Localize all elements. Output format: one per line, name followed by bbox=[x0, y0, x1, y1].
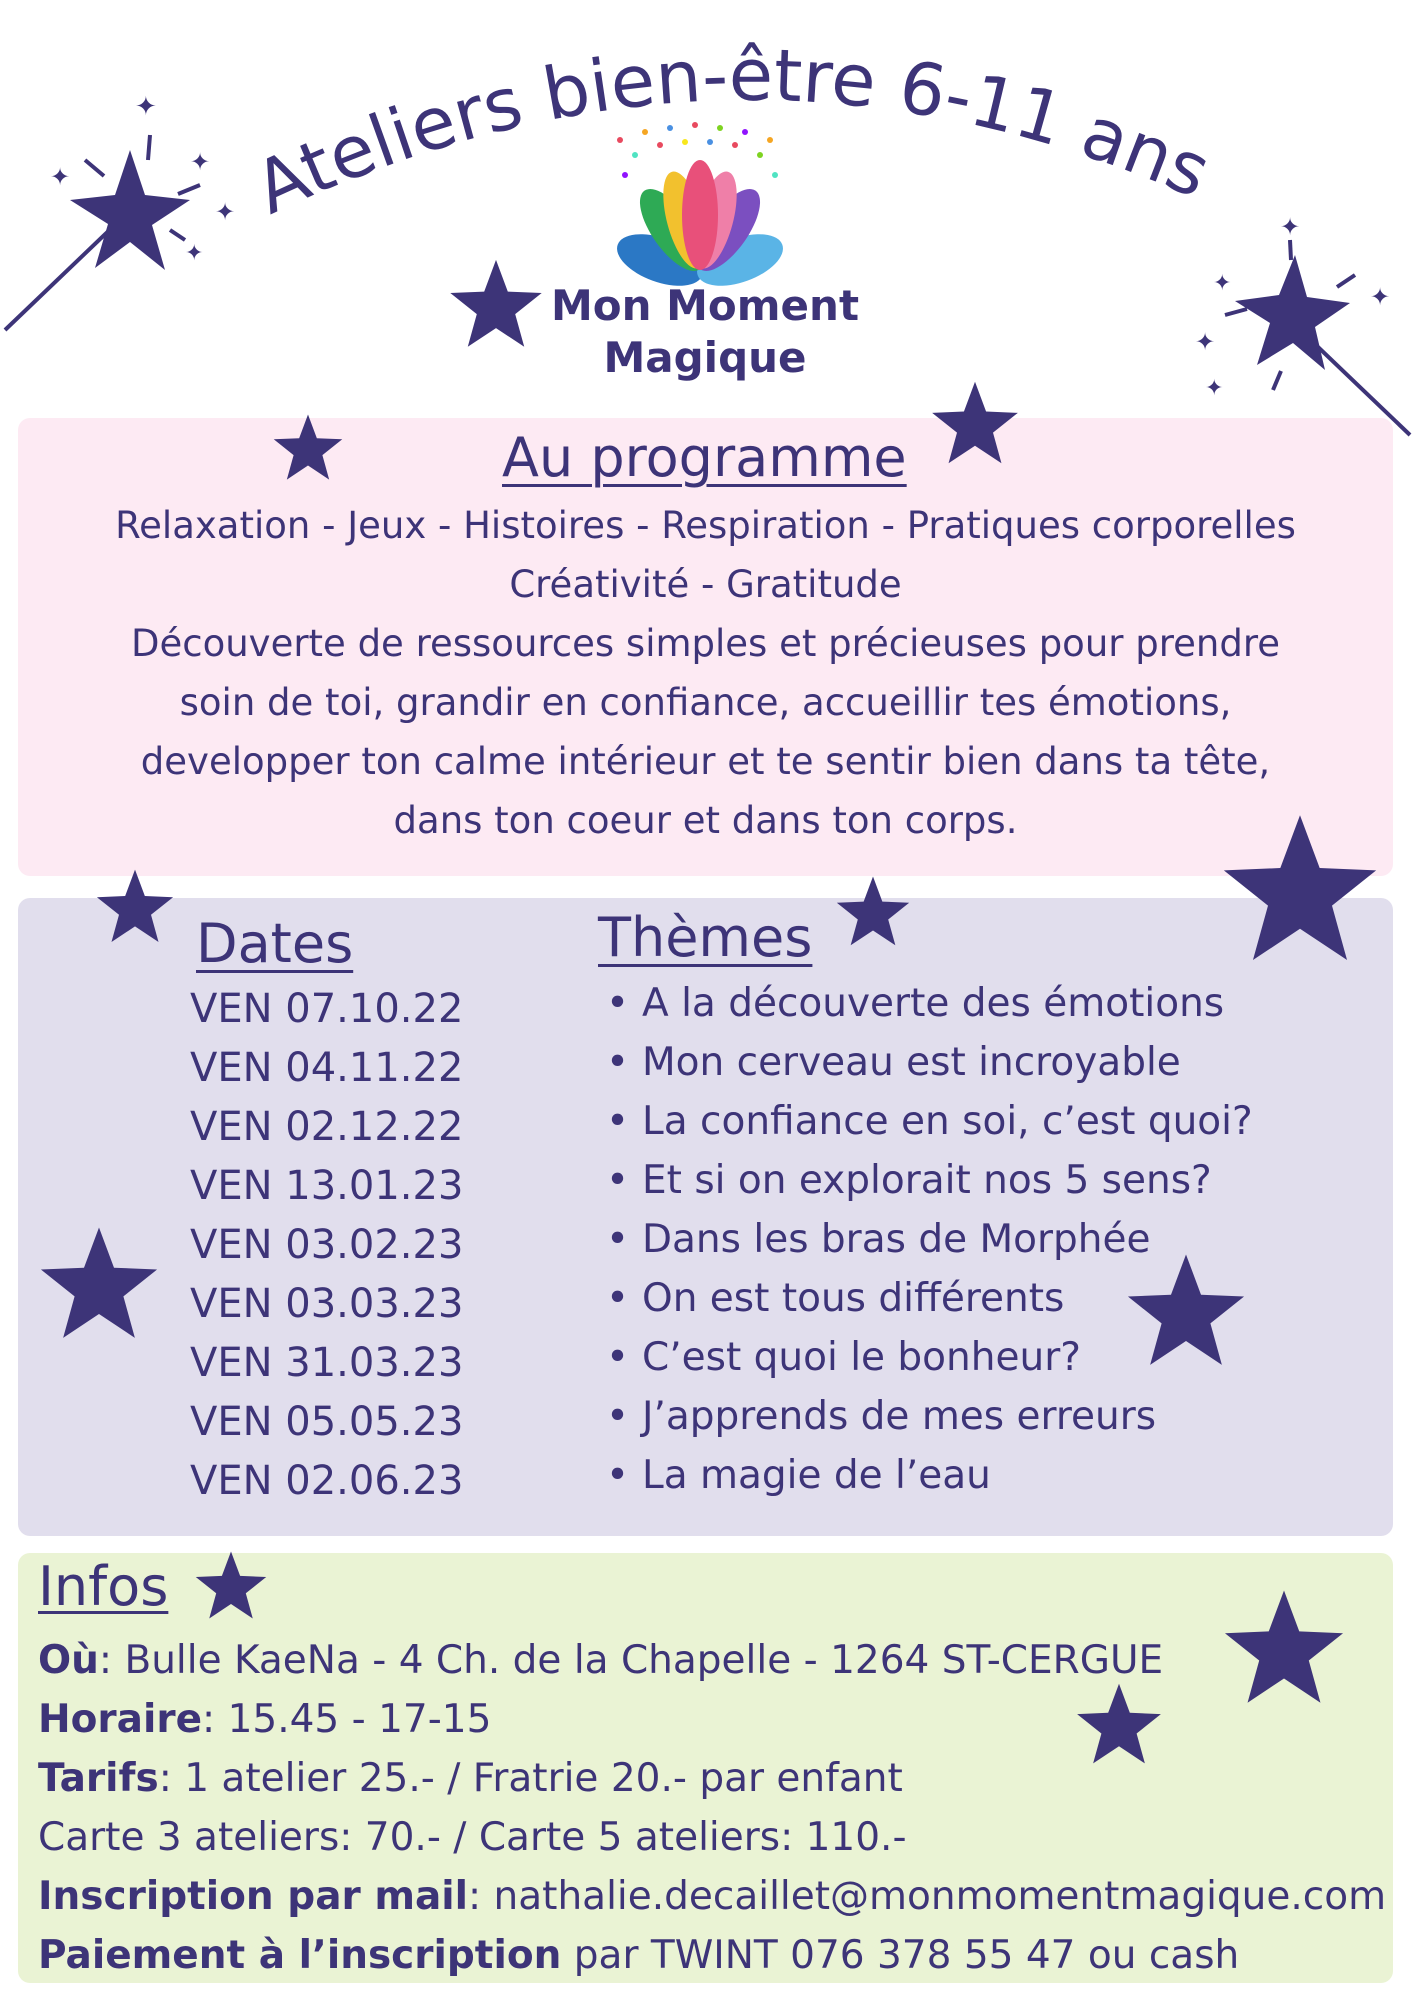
info-prices-value: : 1 atelier 25.- / Fratrie 20.- par enfant bbox=[158, 1756, 903, 1801]
bullet-icon: • bbox=[606, 1394, 630, 1439]
info-prices-label: Tarifs bbox=[38, 1756, 159, 1801]
theme-label: On est tous différents bbox=[642, 1276, 1065, 1321]
svg-text:✦: ✦ bbox=[190, 148, 211, 176]
info-registration-email[interactable]: : nathalie.decaillet@monmomentmagique.com bbox=[468, 1874, 1387, 1919]
star-icon bbox=[38, 1225, 160, 1347]
star-icon bbox=[835, 875, 911, 951]
dates-themes-section bbox=[18, 898, 1393, 1536]
star-icon bbox=[1222, 1588, 1346, 1712]
info-payment-value: par TWINT 076 378 55 47 ou cash bbox=[561, 1933, 1240, 1978]
info-location-label: Où bbox=[38, 1638, 99, 1683]
date-item: VEN 02.12.22 bbox=[190, 1104, 464, 1150]
info-payment-label: Paiement à l’inscription bbox=[38, 1933, 562, 1978]
magic-wand-icon bbox=[1175, 215, 1415, 445]
theme-item bbox=[606, 974, 1224, 1033]
star-icon bbox=[95, 868, 175, 948]
star-icon bbox=[272, 413, 344, 485]
theme-label: Mon cerveau est incroyable bbox=[642, 1040, 1181, 1085]
date-item: VEN 03.02.23 bbox=[190, 1222, 464, 1268]
programme-line: Créativité - Gratitude bbox=[509, 563, 902, 606]
theme-item bbox=[606, 1446, 991, 1505]
programme-line: developper ton calme intérieur et te sentir bien dans ta tête, bbox=[140, 740, 1271, 783]
theme-label: Et si on explorait nos 5 sens? bbox=[642, 1158, 1212, 1203]
themes-heading: Thèmes bbox=[598, 906, 813, 969]
bullet-icon: • bbox=[606, 1217, 630, 1262]
theme-item bbox=[606, 1387, 1156, 1446]
brand-name bbox=[520, 280, 890, 384]
info-prices bbox=[38, 1749, 903, 1808]
info-schedule-value: : 15.45 - 17-15 bbox=[202, 1697, 492, 1742]
info-schedule bbox=[38, 1690, 491, 1749]
svg-text:✦: ✦ bbox=[50, 163, 71, 191]
date-item: VEN 04.11.22 bbox=[190, 1045, 464, 1091]
info-schedule-label: Horaire bbox=[38, 1697, 203, 1742]
brand-line-2: Magique bbox=[603, 333, 807, 382]
theme-label: A la découverte des émotions bbox=[642, 981, 1225, 1026]
star-icon bbox=[1125, 1252, 1247, 1374]
info-registration bbox=[38, 1867, 1386, 1926]
theme-item bbox=[606, 1269, 1064, 1328]
theme-label: J’apprends de mes erreurs bbox=[642, 1394, 1157, 1439]
page-title: Ateliers bien-être 6-11 ans bbox=[242, 32, 1223, 231]
svg-text:✦: ✦ bbox=[1280, 215, 1301, 241]
bullet-icon: • bbox=[606, 1158, 630, 1203]
magic-wand-icon bbox=[0, 90, 240, 350]
svg-text:✦: ✦ bbox=[1370, 283, 1391, 311]
star-icon bbox=[930, 380, 1020, 470]
theme-item bbox=[606, 1151, 1212, 1210]
programme-line: soin de toi, grandir en confiance, accueillir tes émotions, bbox=[179, 681, 1232, 724]
info-payment bbox=[38, 1926, 1239, 1985]
theme-label: Dans les bras de Morphée bbox=[642, 1217, 1151, 1262]
theme-item bbox=[606, 1328, 1081, 1387]
star-icon bbox=[194, 1550, 268, 1624]
info-location-value: : Bulle KaeNa - 4 Ch. de la Chapelle - 1264 ST-CERGUE bbox=[98, 1638, 1164, 1683]
info-location bbox=[38, 1631, 1163, 1690]
theme-item bbox=[606, 1092, 1253, 1151]
theme-item bbox=[606, 1210, 1150, 1269]
svg-text:✦: ✦ bbox=[1205, 376, 1224, 401]
lotus-logo-icon bbox=[600, 120, 800, 300]
programme-line: dans ton coeur et dans ton corps. bbox=[393, 799, 1018, 842]
date-item: VEN 05.05.23 bbox=[190, 1399, 464, 1445]
svg-text:✦: ✦ bbox=[185, 241, 204, 266]
theme-label: La confiance en soi, c’est quoi? bbox=[642, 1099, 1253, 1144]
bullet-icon: • bbox=[606, 1453, 630, 1498]
date-item: VEN 03.03.23 bbox=[190, 1281, 464, 1327]
svg-text:✦: ✦ bbox=[135, 92, 157, 122]
theme-label: C’est quoi le bonheur? bbox=[642, 1335, 1081, 1380]
programme-heading: Au programme bbox=[502, 426, 907, 489]
infos-heading: Infos bbox=[38, 1555, 169, 1618]
star-icon bbox=[1220, 812, 1380, 972]
bullet-icon: • bbox=[606, 1335, 630, 1380]
date-item: VEN 02.06.23 bbox=[190, 1458, 464, 1504]
programme-section bbox=[18, 418, 1393, 876]
theme-item bbox=[606, 1033, 1181, 1092]
brand-line-1: Mon Moment bbox=[550, 281, 860, 330]
svg-text:✦: ✦ bbox=[215, 198, 236, 226]
svg-text:✦: ✦ bbox=[1213, 271, 1232, 296]
bullet-icon: • bbox=[606, 1099, 630, 1144]
bullet-icon: • bbox=[606, 981, 630, 1026]
bullet-icon: • bbox=[606, 1040, 630, 1085]
theme-label: La magie de l’eau bbox=[642, 1453, 991, 1498]
info-registration-label: Inscription par mail bbox=[38, 1874, 469, 1919]
star-icon bbox=[448, 258, 544, 354]
info-cards: Carte 3 ateliers: 70.- / Carte 5 ateliers: 110.- bbox=[38, 1815, 907, 1860]
programme-line: Découverte de ressources simples et précieuses pour prendre bbox=[130, 622, 1280, 665]
date-item: VEN 13.01.23 bbox=[190, 1163, 464, 1209]
star-icon bbox=[1075, 1682, 1163, 1770]
programme-line: Relaxation - Jeux - Histoires - Respiration - Pratiques corporelles bbox=[115, 504, 1296, 547]
bullet-icon: • bbox=[606, 1276, 630, 1321]
date-item: VEN 07.10.22 bbox=[190, 986, 464, 1032]
date-item: VEN 31.03.23 bbox=[190, 1340, 464, 1386]
dates-heading: Dates bbox=[196, 912, 354, 975]
svg-text:✦: ✦ bbox=[1195, 328, 1216, 356]
